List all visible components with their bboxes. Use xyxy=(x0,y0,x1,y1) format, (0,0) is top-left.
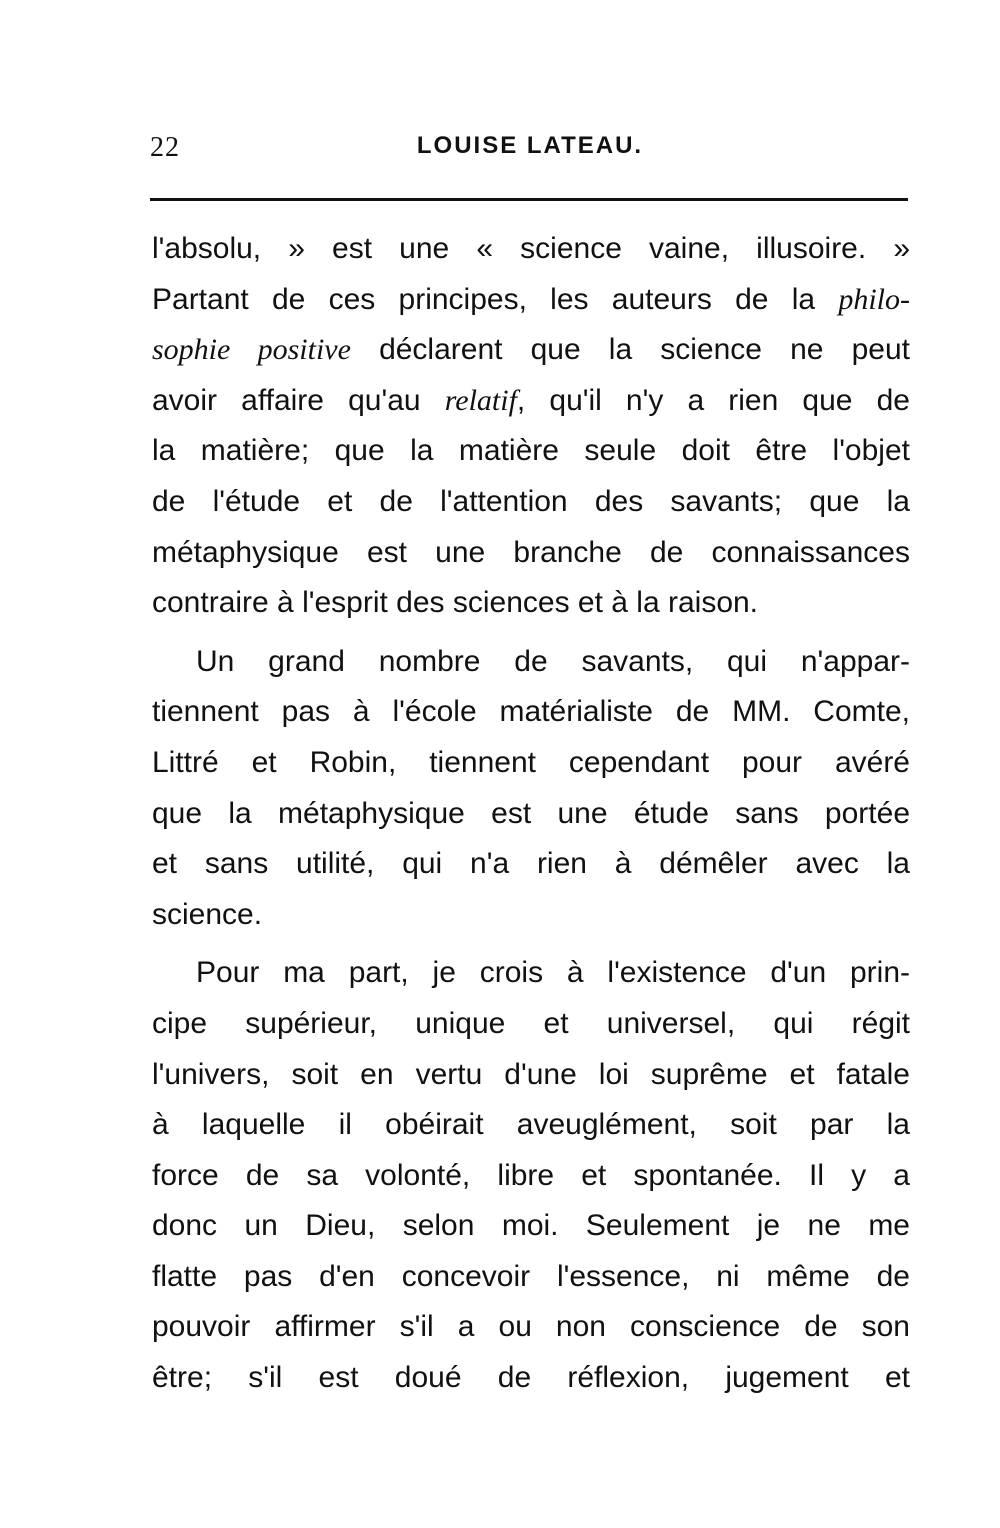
text-line: donc un Dieu, selon moi. Seulement je ne me xyxy=(152,1209,910,1243)
text-line: sophie positive déclarent que la science ne peut xyxy=(152,333,910,367)
text-line: que la métaphysique est une étude sans portée xyxy=(152,796,910,830)
italic-term: philo- xyxy=(838,282,910,316)
text-line: métaphysique est une branche de connaissances xyxy=(152,535,910,569)
text-line: Un grand nombre de savants, qui n'appar- xyxy=(196,644,910,678)
text-line: tiennent pas à l'école matérialiste de MM. Comte, xyxy=(152,695,910,729)
text-line: science. xyxy=(152,897,263,931)
text-line: être; s'il est doué de réflexion, jugement et xyxy=(152,1361,910,1395)
running-head xyxy=(150,132,910,172)
text-line: Littré et Robin, tiennent cependant pour avéré xyxy=(152,745,910,779)
text-line: la matière; que la matière seule doit être l'objet xyxy=(152,434,910,468)
text-line: Pour ma part, je crois à l'existence d'un prin- xyxy=(196,956,910,990)
text-line: pouvoir affirmer s'il a ou non conscience de son xyxy=(152,1310,910,1344)
text-line: force de sa volonté, libre et spontanée. Il y a xyxy=(152,1158,910,1192)
text-line: flatte pas d'en concevoir l'essence, ni même de xyxy=(152,1259,910,1293)
paragraph-gap xyxy=(152,940,910,948)
body-text xyxy=(152,224,910,1404)
text-line: contraire à l'esprit des sciences et à la raison. xyxy=(152,586,759,620)
running-title: LOUISE LATEAU. xyxy=(416,132,644,159)
text-line: avoir affaire qu'au relatif, qu'il n'y a rien que de xyxy=(152,383,910,417)
text-line: l'univers, soit en vertu d'une loi suprême et fatale xyxy=(152,1057,910,1091)
text-line: Partant de ces principes, les auteurs de la philo- xyxy=(152,282,910,316)
text-line: à laquelle il obéirait aveuglément, soit par la xyxy=(152,1108,910,1142)
page-number: 22 xyxy=(150,132,180,163)
header-rule xyxy=(150,198,908,201)
text-line: de l'étude et de l'attention des savants; que la xyxy=(152,484,910,518)
text-line: cipe supérieur, unique et universel, qui régit xyxy=(152,1006,910,1040)
italic-term: sophie positive xyxy=(152,333,351,367)
italic-term: relatif xyxy=(444,383,517,417)
paragraph-gap xyxy=(152,629,910,637)
text-line: et sans utilité, qui n'a rien à démêler avec la xyxy=(152,847,910,881)
text-line: l'absolu, » est une « science vaine, illusoire. » xyxy=(152,232,910,265)
